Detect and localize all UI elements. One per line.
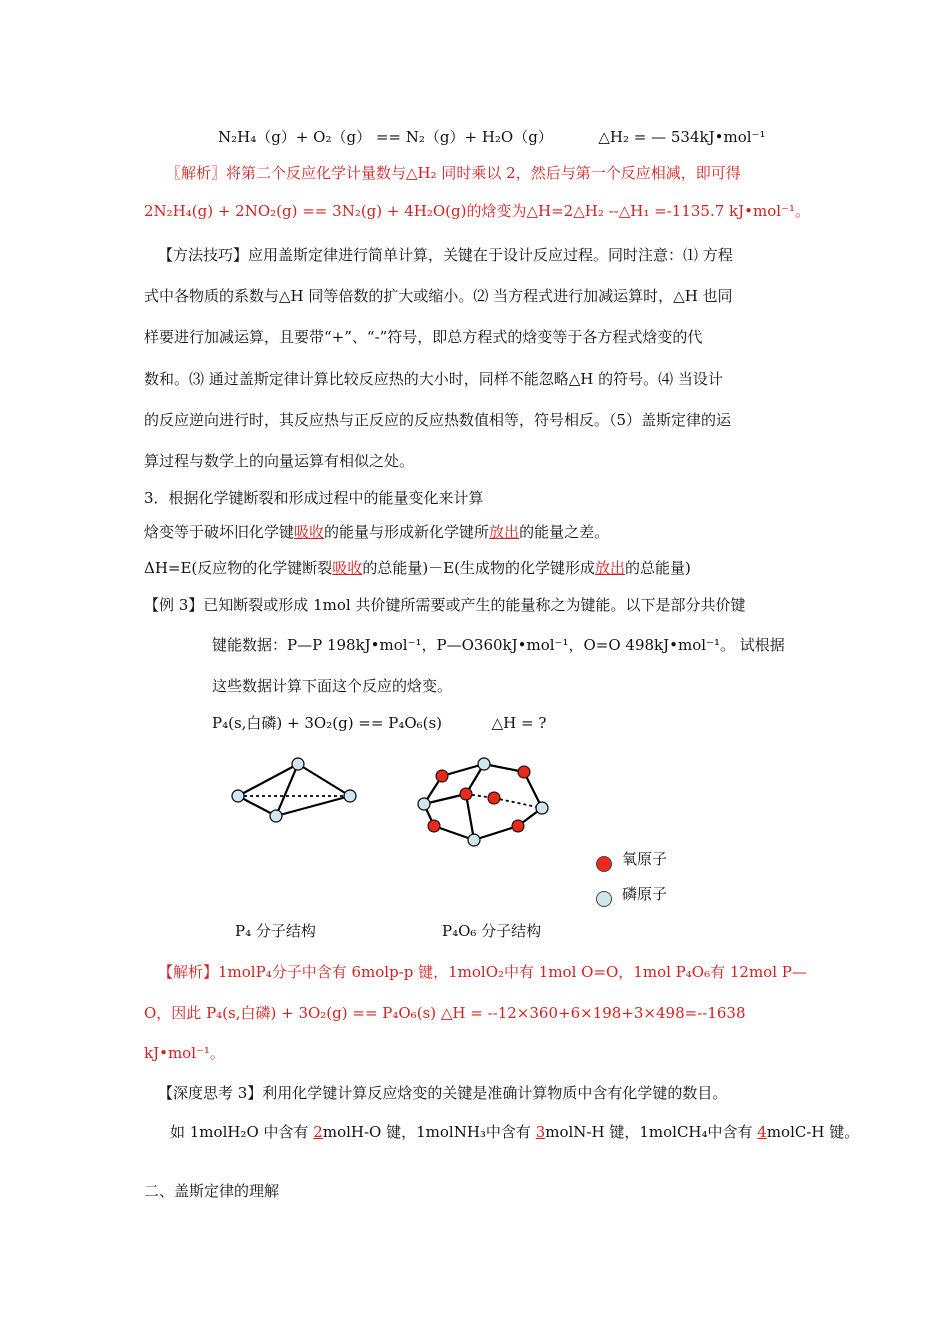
oxygen-legend-label: 氧原子 <box>622 850 668 868</box>
think-answer-h2o: 2 <box>313 1123 323 1141</box>
p4-phosphorus-atom <box>270 810 282 822</box>
think-3-line-1: 【深度思考 3】利用化学键计算反应焓变的关键是准确计算物质中含有化学键的数目。 <box>158 1084 728 1102</box>
p4o6-oxygen-atom <box>428 820 440 832</box>
p4o6-caption: P₄O₆ 分子结构 <box>442 922 542 940</box>
analysis-1-line-2: 2N₂H₄(g) + 2NO₂(g) == 3N₂(g) + 4H₂O(g)的焓变为△H=2△H₂ --△H₁ =-1135.7 kJ•mol⁻¹。 <box>144 202 810 220</box>
p4o6-oxygen-atom <box>488 792 500 804</box>
analysis-1-line-1: 〖解析〗将第二个反应化学计量数与△H₂ 同时乘以 2，然后与第一个反应相减，即可得 <box>166 164 741 182</box>
definition-text: 的能量之差。 <box>519 523 610 541</box>
equation-1-dh: △H₂ = — 534kJ•mol⁻¹ <box>598 128 766 146</box>
p4-phosphorus-atom <box>344 790 356 802</box>
section-2-heading: 二、盖斯定律的理解 <box>144 1182 280 1200</box>
phosphorus-legend-label: 磷原子 <box>622 885 668 903</box>
section-3-formula <box>144 557 691 579</box>
equation-1 <box>218 126 765 148</box>
think-answer-nh3: 3 <box>535 1123 546 1141</box>
definition-release: 放出 <box>489 523 520 541</box>
p4-phosphorus-atom <box>232 790 244 802</box>
definition-text: 焓变等于破坏旧化学键 <box>144 523 295 541</box>
tips-line-5: 的反应逆向进行时，其反应热与正反应的反应热数值相等，符号相反。（5）盖斯定律的运 <box>144 411 732 429</box>
p4o6-oxygen-atom <box>436 770 448 782</box>
definition-text: 的能量与形成新化学键所 <box>324 523 490 541</box>
example-3-line-3: 这些数据计算下面这个反应的焓变。 <box>212 677 453 695</box>
p4o6-phosphorus-atom <box>536 802 548 814</box>
tips-line-1: 【方法技巧】应用盖斯定律进行简单计算，关键在于设计反应过程。同时注意：⑴ 方程 <box>158 246 733 264</box>
tips-line-2: 式中各物质的系数与△H 同等倍数的扩大或缩小。⑵ 当方程式进行加减运算时，△H 也同 <box>144 287 733 305</box>
tips-line-3: 样要进行加减运算，且要带“+”、“-”符号，即总方程式的焓变等于各方程式焓变的代 <box>144 328 703 346</box>
section-3-heading: 3．根据化学键断裂和形成过程中的能量变化来计算 <box>144 489 484 507</box>
phosphorus-legend-icon <box>596 891 612 907</box>
p4o6-phosphorus-atom <box>468 834 480 846</box>
formula-text: 的总能量)－E(生成物的化学键形成 <box>362 559 595 577</box>
think-text: molH-O 键，1molNH₃中含有 <box>322 1123 536 1141</box>
p4-molecule-diagram <box>222 750 372 830</box>
think-text: molC-H 键。 <box>766 1123 860 1141</box>
p4-phosphorus-atom <box>292 758 304 770</box>
formula-text: 的总能量) <box>624 559 691 577</box>
tips-line-4: 数和。⑶ 通过盖斯定律计算比较反应热的大小时，同样不能忽略△H 的符号。⑷ 当设计 <box>144 370 723 388</box>
think-answer-ch4: 4 <box>757 1123 767 1141</box>
think-text: molN-H 键，1molCH₄中含有 <box>545 1123 758 1141</box>
example-3-line-2: 键能数据：P—P 198kJ•mol⁻¹，P—O360kJ•mol⁻¹，O=O 498kJ•mol⁻¹。 试根据 <box>212 636 785 654</box>
reaction-dh: △H = ? <box>491 714 547 732</box>
formula-release: 放出 <box>594 559 625 577</box>
definition-absorb: 吸收 <box>294 523 325 541</box>
analysis-3-line-2: O，因此 P₄(s,白磷) + 3O₂(g) == P₄O₆(s) △H = --12×360+6×198+3×498=--1638 <box>144 1004 746 1022</box>
formula-text: ΔH=E(反应物的化学键断裂 <box>144 559 333 577</box>
p4o6-oxygen-atom <box>460 788 472 800</box>
p4o6-molecule-diagram <box>410 752 560 852</box>
example-3-reaction <box>212 712 546 734</box>
p4-caption: P₄ 分子结构 <box>235 922 316 940</box>
tips-line-6: 算过程与数学上的向量运算有相似之处。 <box>144 452 415 470</box>
section-3-definition <box>144 521 609 543</box>
example-3-line-1: 【例 3】已知断裂或形成 1mol 共价键所需要或产生的能量称之为键能。以下是部分共价键 <box>144 596 746 614</box>
think-3-line-2 <box>170 1121 859 1143</box>
p4o6-phosphorus-atom <box>418 798 430 810</box>
p4o6-oxygen-atom <box>518 766 530 778</box>
analysis-3-line-3: kJ•mol⁻¹。 <box>144 1044 225 1062</box>
think-text: 如 1molH₂O 中含有 <box>170 1123 314 1141</box>
oxygen-legend-icon <box>596 856 612 872</box>
equation-1-lhs: N₂H₄（g）+ O₂（g） == N₂（g）+ H₂O（g） <box>218 128 553 146</box>
p4o6-phosphorus-atom <box>478 758 490 770</box>
reaction-equation: P₄(s,白磷) + 3O₂(g) == P₄O₆(s) <box>212 714 443 732</box>
p4o6-oxygen-atom <box>512 820 524 832</box>
analysis-3-line-1: 【解析】1molP₄分子中含有 6molp-p 键，1molO₂中有 1mol O=O，1mol P₄O₆有 12mol P— <box>158 963 807 981</box>
formula-absorb: 吸收 <box>332 559 363 577</box>
